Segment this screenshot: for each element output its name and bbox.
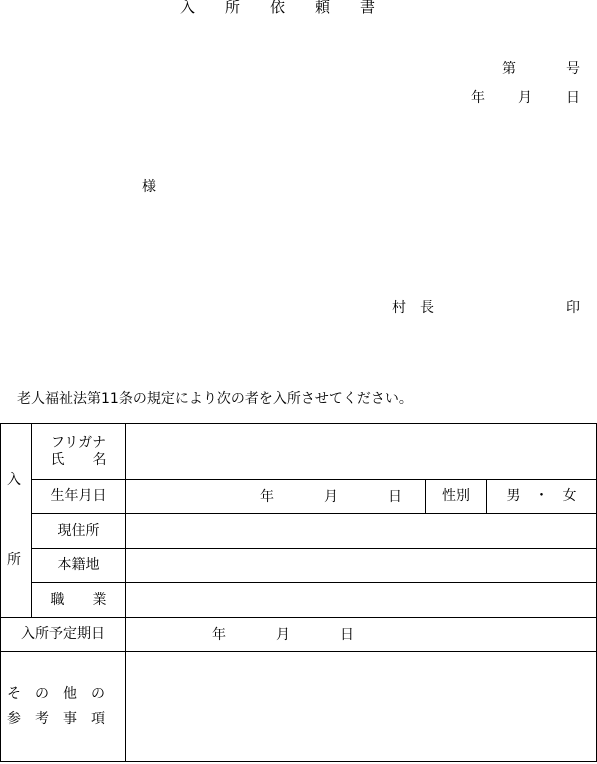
sex-label: 性別 [426, 480, 487, 514]
name-label-cell [32, 424, 126, 480]
other-notes-label-1: そ の 他 の [7, 686, 105, 703]
domicile-field[interactable] [126, 549, 597, 583]
occupation-label: 職 業 [32, 583, 126, 618]
name-label: 氏 名 [50, 451, 107, 468]
occupation-field[interactable] [126, 583, 597, 618]
other-notes-label-cell [1, 652, 126, 762]
birth-month: 月 [324, 489, 338, 505]
doc-number-suffix: 号 [566, 61, 580, 77]
address-field[interactable] [126, 514, 597, 549]
section-label-top: 入 [7, 472, 21, 488]
planned-date-label: 入所予定期日 [1, 618, 126, 652]
furigana-label: フリガナ [50, 435, 107, 452]
planned-date-field[interactable] [126, 618, 597, 652]
addressee-suffix: 様 [142, 179, 156, 195]
section-label-cell [1, 424, 32, 618]
other-notes-field[interactable] [126, 652, 597, 762]
name-field[interactable] [126, 424, 597, 480]
sender-seal: 印 [566, 300, 580, 316]
planned-year: 年 [212, 627, 226, 643]
admission-form-table [0, 423, 597, 762]
date-day: 日 [566, 90, 580, 106]
date-month: 月 [518, 90, 532, 106]
section-label-bottom: 所 [7, 552, 21, 568]
birth-day: 日 [388, 489, 402, 505]
date-year: 年 [471, 90, 485, 106]
body-text: 老人福祉法第11条の規定により次の者を入所させてください。 [17, 391, 413, 407]
other-notes-label-2: 参 考 事 項 [7, 710, 105, 727]
sex-options[interactable]: 男 ・ 女 [487, 480, 597, 514]
page-title: 入 所 依 頼 書 [180, 0, 376, 16]
sender-title: 村 長 [392, 300, 434, 316]
birth-year: 年 [260, 489, 274, 505]
doc-number-prefix: 第 [502, 61, 516, 77]
birth-label: 生年月日 [32, 480, 126, 514]
planned-month: 月 [276, 627, 290, 643]
birth-date-field[interactable] [126, 480, 426, 514]
domicile-label: 本籍地 [32, 549, 126, 583]
planned-day: 日 [340, 627, 354, 643]
address-label: 現住所 [32, 514, 126, 549]
